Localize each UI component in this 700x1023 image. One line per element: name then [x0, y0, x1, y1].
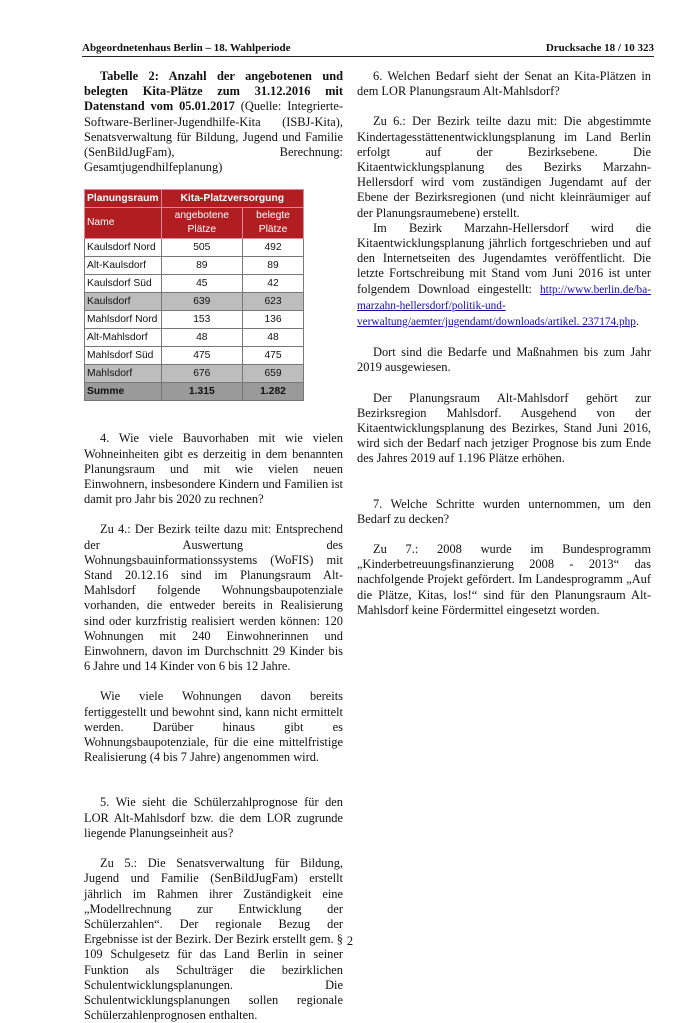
table-row: [85, 275, 304, 293]
row-belegt: 475: [243, 347, 304, 365]
table-row: [85, 311, 304, 329]
row-name: Kaulsdorf: [85, 293, 162, 311]
row-belegt: 136: [243, 311, 304, 329]
table-row-sum: [85, 383, 304, 401]
row-belegt: 42: [243, 275, 304, 293]
answer-6-download: [357, 221, 651, 330]
table-caption-source: (Quelle: Integrierte-Software-Berliner-Jugendhilfe-Kita (ISBJ-Kita), Senatsverwaltung für Bildung, Jugend und Familie (SenBildJugFam), Berechnung: Gesamtjugendhilfeplanung): [84, 99, 343, 175]
header-name: Name: [85, 208, 162, 239]
table-row: [85, 257, 304, 275]
header-document-number: Drucksache 18 / 10 323: [545, 42, 654, 54]
header-belegt: belegte Plätze: [243, 208, 304, 239]
answer-7: Zu 7.: 2008 wurde im Bundesprogramm „Kinderbetreuungsfinanzierung 2008 - 2013“ das nachfolgende Projekt gefördert. Im Landesprogramm „Auf die Plätze, Kitas, los!“ sind für den Planungsraum Alt-Mahlsdorf keine Fördermittel eingesetzt worden.: [357, 542, 651, 617]
answer-4-continued: Wie viele Wohnungen davon bereits fertiggestellt und bewohnt sind, kann nicht ermittelt werden. Darüber hinaus gibt es Wohnungsbaupotenziale, für die eine mittelfristige Realisierung (4 bis 7 Jahre) angenommen wird.: [84, 689, 343, 765]
row-angeboten: 153: [161, 311, 243, 329]
row-belegt: 492: [243, 239, 304, 257]
row-belegt: 89: [243, 257, 304, 275]
answer-5: Zu 5.: Die Senatsverwaltung für Bildung, Jugend und Familie (SenBildJugFam) erstellt jährlich im Rahmen ihrer Zuständigkeit eine „Modellrechnung zur Entwicklung der Schülerzahlen“. Der regionale Bezug der Ergebnisse ist der Bezirk. Der Bezirk erstellt gem. § 109 Schulgesetz für das Land Berlin in seiner Funktion als Schulträger die bezirklichen Schulentwicklungsplanungen. Die Schulentwicklungsplanungen sollen regionale Schülerzahlenprognosen enthalten.: [84, 856, 343, 1023]
download-link-period: .: [635, 314, 640, 329]
row-belegt: 48: [243, 329, 304, 347]
row-belegt: 623: [243, 293, 304, 311]
row-name: Mahlsdorf Nord: [85, 311, 162, 329]
row-name: Alt-Kaulsdorf: [85, 257, 162, 275]
header-planungsraum: Planungsraum: [85, 190, 162, 208]
answer-6-forecast: Der Planungsraum Alt-Mahlsdorf gehört zur Bezirksregion Mahlsdorf. Ausgehend von der Kitaentwicklungsplanung des Bezirkes, Stand Juni 2016, wird sich der Bedarf nach jetziger Prognose bis zum Ende des Jahres 2019 auf 1.196 Plätze erhöhen.: [357, 390, 651, 466]
question-7: 7. Welche Schritte wurden unternommen, um den Bedarf zu decken?: [357, 496, 651, 526]
answer-6-plans: Dort sind die Bedarfe und Maßnahmen bis zum Jahr 2019 ausgewiesen.: [357, 345, 651, 375]
right-column: [357, 69, 651, 618]
page-number: 2: [346, 934, 354, 948]
table-row-region: [85, 293, 304, 311]
header-angeboten: angebotene Plätze: [161, 208, 243, 239]
row-belegt: 1.282: [243, 383, 304, 401]
table-row-region: [85, 365, 304, 383]
row-name: Summe: [85, 383, 162, 401]
row-angeboten: 639: [161, 293, 243, 311]
table-row: [85, 329, 304, 347]
row-name: Kaulsdorf Nord: [85, 239, 162, 257]
row-name: Mahlsdorf: [85, 365, 162, 383]
table-row: [85, 239, 304, 257]
header-versorgung: Kita-Platzversorgung: [161, 190, 303, 208]
row-angeboten: 45: [161, 275, 243, 293]
table-row: [85, 347, 304, 365]
question-6: 6. Welchen Bedarf sieht der Senat an Kita-Plätzen in dem LOR Planungsraum Alt-Mahlsdorf?: [357, 69, 651, 99]
answer-6: Zu 6.: Der Bezirk teilte dazu mit: Die abgestimmte Kindertagesstättenentwicklungsplanung im Land Berlin erfolgt auf der Bezirksebene. Die Kitaentwicklungsplanung des Bezirks Marzahn-Hellersdorf wird vom zuständigen Jugendamt auf der Ebene der Bezirksregionen (und nicht kleinräumiger auf der Planungsraumebene) erstellt.: [357, 114, 651, 220]
answer-6-download-text: Im Bezirk Marzahn-Hellersdorf wird die Kitaentwicklungsplanung jährlich fortgeschrieben und auf den Internetseiten des Jugendamtes veröffentlicht. Die letzte Fortschreibung mit Stand vom Juni 2016 ist unter folgendem Download eingestellt:: [357, 220, 651, 296]
row-angeboten: 48: [161, 329, 243, 347]
row-name: Kaulsdorf Süd: [85, 275, 162, 293]
row-angeboten: 89: [161, 257, 243, 275]
question-4: 4. Wie viele Bauvorhaben mit wie vielen Wohneinheiten gibt es derzeitig in dem benannten Planungsraum und mit wie vielen neuen Einwohnern, insbesondere Kindern und Familien ist damit pro Jahr bis 2020 zu rechnen?: [84, 431, 343, 507]
table-caption: [84, 69, 343, 175]
answer-4: Zu 4.: Der Bezirk teilte dazu mit: Entsprechend der Auswertung des Wohnungsbauinformationssystems (WoFIS) mit Stand 20.12.16 sind im Planungsraum Alt-Mahlsdorf folgende Wohnungsbaupotenziale vorhanden, die entweder bereits in Realisierung sind oder kurzfristig realisiert werden können: 120 Wohnungen mit 240 Einwohnerinnen und Einwohnern, davon im Durchschnitt 29 Kinder bis 6 Jahre und 14 Kinder von 6 bis 12 Jahre.: [84, 522, 343, 674]
row-angeboten: 475: [161, 347, 243, 365]
row-belegt: 659: [243, 365, 304, 383]
left-column: [84, 69, 343, 1023]
row-angeboten: 1.315: [161, 383, 243, 401]
row-name: Alt-Mahlsdorf: [85, 329, 162, 347]
row-angeboten: 505: [161, 239, 243, 257]
question-5: 5. Wie sieht die Schülerzahlprognose für den LOR Alt-Mahlsdorf bzw. die dem LOR zugrunde liegende Planungseinheit aus?: [84, 795, 343, 840]
page-header: [82, 40, 654, 57]
table-caption-title: Tabelle 2: Anzahl der angebotenen und belegten Kita-Plätze zum 31.12.2016 mit Datenstand vom 05.01.2017: [84, 69, 343, 114]
kita-table: [84, 189, 304, 401]
header-parliament: Abgeordnetenhaus Berlin – 18. Wahlperiode: [82, 42, 291, 54]
row-name: Mahlsdorf Süd: [85, 347, 162, 365]
row-angeboten: 676: [161, 365, 243, 383]
download-link[interactable]: http://www.berlin.de/ba-marzahn-hellersdorf/politik-und-verwaltung/aemter/jugendamt/downloads/artikel. 237174.php: [357, 283, 651, 329]
